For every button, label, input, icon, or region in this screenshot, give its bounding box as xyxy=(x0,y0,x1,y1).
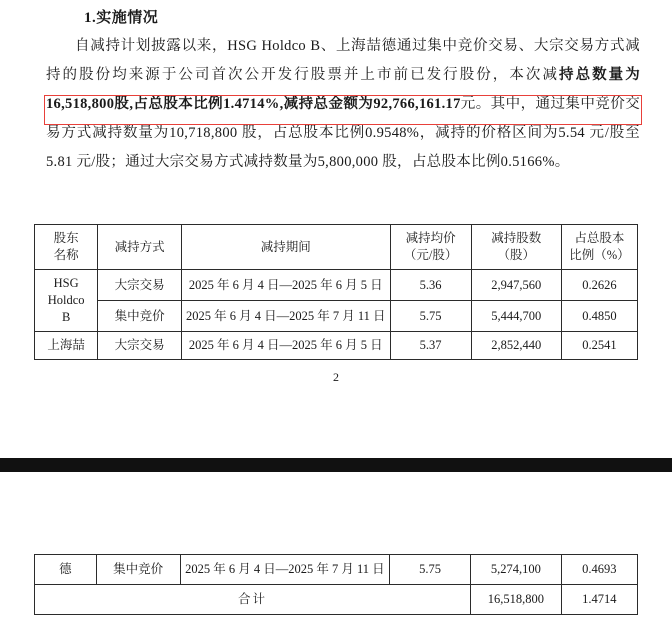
header-shareholder-name xyxy=(35,225,98,270)
body-paragraph xyxy=(46,32,640,177)
header-shares-reduced xyxy=(471,225,561,270)
cell-shares-reduced: 5,444,700 xyxy=(471,301,561,332)
document-bottom-section xyxy=(0,472,672,632)
page-gap xyxy=(0,430,672,458)
cell-reduction-period: 2025 年 6 月 4 日—2025 年 6 月 5 日 xyxy=(181,270,390,301)
reduction-table-bottom xyxy=(34,554,638,615)
table-header-row xyxy=(35,225,638,270)
cell-reduction-method: 集中竞价 xyxy=(98,301,182,332)
cell-average-price: 5.36 xyxy=(390,270,471,301)
cell-reduction-period: 2025 年 6 月 4 日—2025 年 6 月 5 日 xyxy=(181,332,390,360)
cell-reduction-method: 大宗交易 xyxy=(98,332,182,360)
page-number: 2 xyxy=(333,370,339,384)
paragraph-part-1: 自减持计划披露以来，HSG Holdco B、上海喆德通过集中竞价交易、大宗交易方式减持的股份均来源于公司首次公开发行股票并上市前已发行股份，本次减 xyxy=(46,38,640,83)
cell-average-price: 5.75 xyxy=(390,301,471,332)
cell-percent-of-capital: 0.2541 xyxy=(561,332,637,360)
cell-reduction-period: 2025 年 6 月 4 日—2025 年 7 月 11 日 xyxy=(181,301,390,332)
cell-average-price: 5.37 xyxy=(390,332,471,360)
cell-total-percent: 1.4714 xyxy=(561,585,637,615)
table-row xyxy=(35,555,638,585)
page-separator-band xyxy=(0,458,672,472)
cell-shareholder-name: 德 xyxy=(35,555,97,585)
highlighted-sentence: 持总数量为16,518,800股,占总股本比例1.4714%,减持总金额为92,766,161.17 xyxy=(46,67,641,112)
table-row xyxy=(35,301,638,332)
header-shares-reduced-line1: 减持股数 xyxy=(491,231,542,245)
header-reduction-method: 减持方式 xyxy=(98,225,182,270)
section-title: 1.实施情况 xyxy=(84,10,159,26)
cell-shares-reduced: 5,274,100 xyxy=(470,555,561,585)
cell-total-shares: 16,518,800 xyxy=(470,585,561,615)
cell-name-line1: HSG xyxy=(53,276,79,290)
header-average-price xyxy=(390,225,471,270)
table-total-row xyxy=(35,585,638,615)
header-shares-reduced-line2: （股） xyxy=(497,248,536,262)
cell-percent-of-capital: 0.4693 xyxy=(561,555,637,585)
header-average-price-line2: （元/股） xyxy=(403,248,458,262)
header-average-price-line1: 减持均价 xyxy=(405,231,456,245)
header-reduction-period: 减持期间 xyxy=(181,225,390,270)
cell-reduction-method: 集中竞价 xyxy=(96,555,180,585)
table-row xyxy=(35,332,638,360)
header-percent-of-capital-line2: 比例（%） xyxy=(569,248,630,262)
cell-percent-of-capital: 0.2626 xyxy=(561,270,637,301)
header-shareholder-name-line2: 名称 xyxy=(53,248,79,262)
table-row xyxy=(35,270,638,301)
cell-percent-of-capital: 0.4850 xyxy=(561,301,637,332)
cell-total-label: 合计 xyxy=(35,585,471,615)
header-shareholder-name-line1: 股东 xyxy=(53,231,79,245)
cell-name-line2: Holdco xyxy=(47,293,85,307)
cell-name-line3: B xyxy=(61,310,71,324)
cell-average-price: 5.75 xyxy=(390,555,471,585)
cell-shares-reduced: 2,852,440 xyxy=(471,332,561,360)
header-percent-of-capital-line1: 占总股本 xyxy=(574,231,625,245)
reduction-table-top xyxy=(34,224,638,360)
cell-reduction-method: 大宗交易 xyxy=(98,270,182,301)
paragraph-part-2: 元。其中，通过集中竞价交易方式减持数量为10,718,800 股，占总股本比例0.9548%，减持的价格区间为5.54 元/股至5.81 元/股；通过大宗交易方式减持数量为5,800,000 股，占总股本比例0.5166%。 xyxy=(46,96,640,170)
cell-shareholder-name: 上海喆 xyxy=(35,332,98,360)
cell-shareholder-name xyxy=(35,270,98,332)
header-percent-of-capital xyxy=(561,225,637,270)
cell-shares-reduced: 2,947,560 xyxy=(471,270,561,301)
cell-reduction-period: 2025 年 6 月 4 日—2025 年 7 月 11 日 xyxy=(180,555,389,585)
